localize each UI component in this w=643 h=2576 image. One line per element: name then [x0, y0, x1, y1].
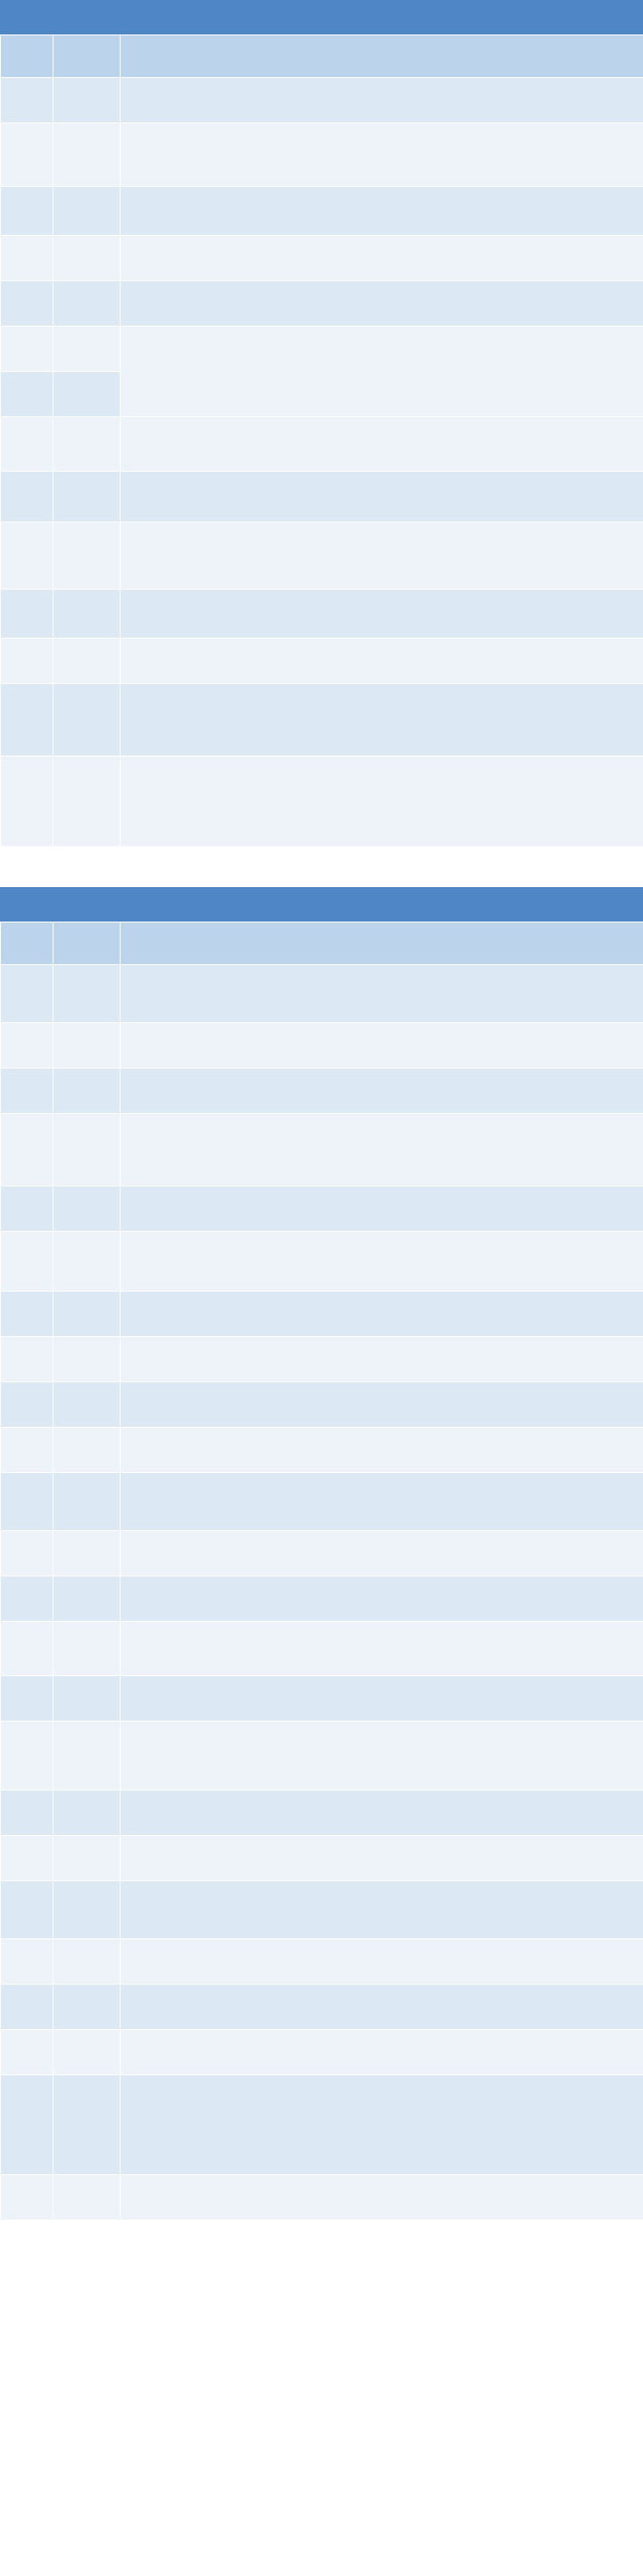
column-header-meaning [121, 922, 643, 964]
table-row [1, 2074, 643, 2174]
bridge-name [54, 2074, 121, 2174]
table-row [1, 1880, 643, 1938]
row-number [1, 1530, 54, 1576]
row-number [1, 964, 54, 1022]
bridge-meaning [121, 236, 643, 281]
row-number [1, 1336, 54, 1381]
table-row [1, 1530, 643, 1576]
column-header-name [54, 35, 121, 78]
bridge-name [54, 78, 121, 123]
bridge-name [54, 2029, 121, 2074]
bridge-meaning [121, 1427, 643, 1472]
bridge-meaning [121, 1835, 643, 1880]
table-row [1, 327, 643, 372]
row-number [1, 1984, 54, 2029]
bridge-name [54, 1880, 121, 1938]
table-row [1, 684, 643, 756]
row-number [1, 1231, 54, 1291]
bridge-meaning [121, 187, 643, 236]
table-row [1, 472, 643, 522]
bridge-meaning [121, 1336, 643, 1381]
table-row [1, 281, 643, 327]
batch-2-header-row [1, 922, 643, 964]
row-number [1, 639, 54, 684]
bridge-meaning [121, 78, 643, 123]
row-number [1, 1427, 54, 1472]
bridge-name [54, 1022, 121, 1068]
bridge-name [54, 187, 121, 236]
bridge-meaning [121, 1675, 643, 1721]
bridge-meaning [121, 1721, 643, 1790]
bridge-name [54, 281, 121, 327]
bridge-name [54, 684, 121, 756]
bridge-meaning [121, 1113, 643, 1186]
table-row [1, 1231, 643, 1291]
row-number [1, 1790, 54, 1835]
row-number [1, 522, 54, 590]
bridge-name [54, 236, 121, 281]
bridge-meaning [121, 472, 643, 522]
table-row [1, 1621, 643, 1675]
bridge-name [54, 1576, 121, 1621]
row-number [1, 1880, 54, 1938]
table-row [1, 1381, 643, 1427]
table-row [1, 236, 643, 281]
table-row [1, 639, 643, 684]
table-row [1, 1113, 643, 1186]
row-number [1, 123, 54, 187]
bridge-meaning [121, 123, 643, 187]
bridge-meaning [121, 417, 643, 472]
row-number [1, 1113, 54, 1186]
bridge-name [54, 590, 121, 639]
table-row [1, 1186, 643, 1231]
bridge-name [54, 1186, 121, 1231]
row-number [1, 187, 54, 236]
row-number [1, 1472, 54, 1530]
row-number [1, 1721, 54, 1790]
bridge-meaning [121, 1576, 643, 1621]
batch-1-header-row [1, 35, 643, 78]
table-row [1, 187, 643, 236]
bridge-meaning [121, 522, 643, 590]
bridge-name [54, 372, 121, 417]
table-row [1, 1790, 643, 1835]
batch-1-section [0, 0, 643, 887]
row-number [1, 1621, 54, 1675]
row-number [1, 2074, 54, 2174]
table-row [1, 1427, 643, 1472]
row-number [1, 78, 54, 123]
bridge-name [54, 1113, 121, 1186]
bridge-meaning [121, 1381, 643, 1427]
bridge-name [54, 756, 121, 847]
bridge-name [54, 1984, 121, 2029]
bridge-meaning [121, 1186, 643, 1231]
section-spacer [1, 847, 643, 887]
row-number [1, 1381, 54, 1427]
row-number [1, 327, 54, 372]
table-row [1, 1938, 643, 1984]
bridge-meaning [121, 281, 643, 327]
bridge-meaning [121, 1530, 643, 1576]
bridge-meaning [121, 2029, 643, 2074]
table-row [1, 964, 643, 1022]
table-row [1, 590, 643, 639]
bridge-meaning [121, 2174, 643, 2220]
bridge-meaning [121, 1984, 643, 2029]
bridge-meaning [121, 327, 643, 417]
row-number [1, 1675, 54, 1721]
row-number [1, 1576, 54, 1621]
table-row [1, 1022, 643, 1068]
bridge-name [54, 1336, 121, 1381]
table-row [1, 1336, 643, 1381]
row-number [1, 236, 54, 281]
bridge-name [54, 472, 121, 522]
bridge-name [54, 2174, 121, 2220]
bridge-name [54, 1721, 121, 1790]
table-row [1, 1291, 643, 1336]
table-row [1, 756, 643, 847]
bridge-meaning [121, 1938, 643, 1984]
bridge-meaning [121, 2074, 643, 2174]
row-number [1, 1186, 54, 1231]
bridge-name [54, 1621, 121, 1675]
bridge-name [54, 1790, 121, 1835]
table-row [1, 1675, 643, 1721]
table-row [1, 1068, 643, 1113]
bridge-name [54, 964, 121, 1022]
column-header-meaning [121, 35, 643, 78]
bridge-meaning [121, 1472, 643, 1530]
bridge-name [54, 1835, 121, 1880]
batch-1-table [0, 34, 643, 887]
row-number [1, 417, 54, 472]
table-row [1, 1984, 643, 2029]
row-number [1, 590, 54, 639]
bridge-meaning [121, 639, 643, 684]
row-number [1, 2174, 54, 2220]
bridge-meaning [121, 1231, 643, 1291]
row-number [1, 1022, 54, 1068]
table-row [1, 78, 643, 123]
row-number [1, 1291, 54, 1336]
column-header-no [1, 35, 54, 78]
column-header-name [54, 922, 121, 964]
row-number [1, 372, 54, 417]
bridge-name [54, 1381, 121, 1427]
bridge-meaning [121, 964, 643, 1022]
bridge-name [54, 639, 121, 684]
bridge-name [54, 1530, 121, 1576]
batch-2-table [0, 922, 643, 2220]
bridge-meaning [121, 1022, 643, 1068]
bridge-name [54, 1231, 121, 1291]
bridge-name [54, 417, 121, 472]
batch-1-banner [0, 0, 643, 34]
bridge-name [54, 1427, 121, 1472]
column-header-no [1, 922, 54, 964]
bridge-name [54, 1938, 121, 1984]
batch-2-banner [0, 887, 643, 922]
table-row [1, 522, 643, 590]
table-row [1, 1835, 643, 1880]
bridge-meaning [121, 1068, 643, 1113]
row-number [1, 2029, 54, 2074]
batch-2-section [0, 887, 643, 2220]
table-row [1, 123, 643, 187]
table-row [1, 1576, 643, 1621]
bridge-name [54, 1675, 121, 1721]
bridge-meaning [121, 1621, 643, 1675]
bridge-name [54, 522, 121, 590]
table-row [1, 2174, 643, 2220]
row-number [1, 1068, 54, 1113]
bridge-meaning [121, 1291, 643, 1336]
row-number [1, 1938, 54, 1984]
bridge-name [54, 1291, 121, 1336]
row-number [1, 756, 54, 847]
table-row [1, 2029, 643, 2074]
bridge-name [54, 327, 121, 372]
bridge-meaning [121, 1790, 643, 1835]
bridge-meaning [121, 684, 643, 756]
bridge-meaning [121, 590, 643, 639]
table-row [1, 1721, 643, 1790]
bridge-name [54, 123, 121, 187]
table-row [1, 417, 643, 472]
bridge-meaning [121, 1880, 643, 1938]
bridge-name [54, 1472, 121, 1530]
bridge-name [54, 1068, 121, 1113]
row-number [1, 684, 54, 756]
table-row [1, 1472, 643, 1530]
row-number [1, 1835, 54, 1880]
row-number [1, 472, 54, 522]
bridge-meaning [121, 756, 643, 847]
row-number [1, 281, 54, 327]
